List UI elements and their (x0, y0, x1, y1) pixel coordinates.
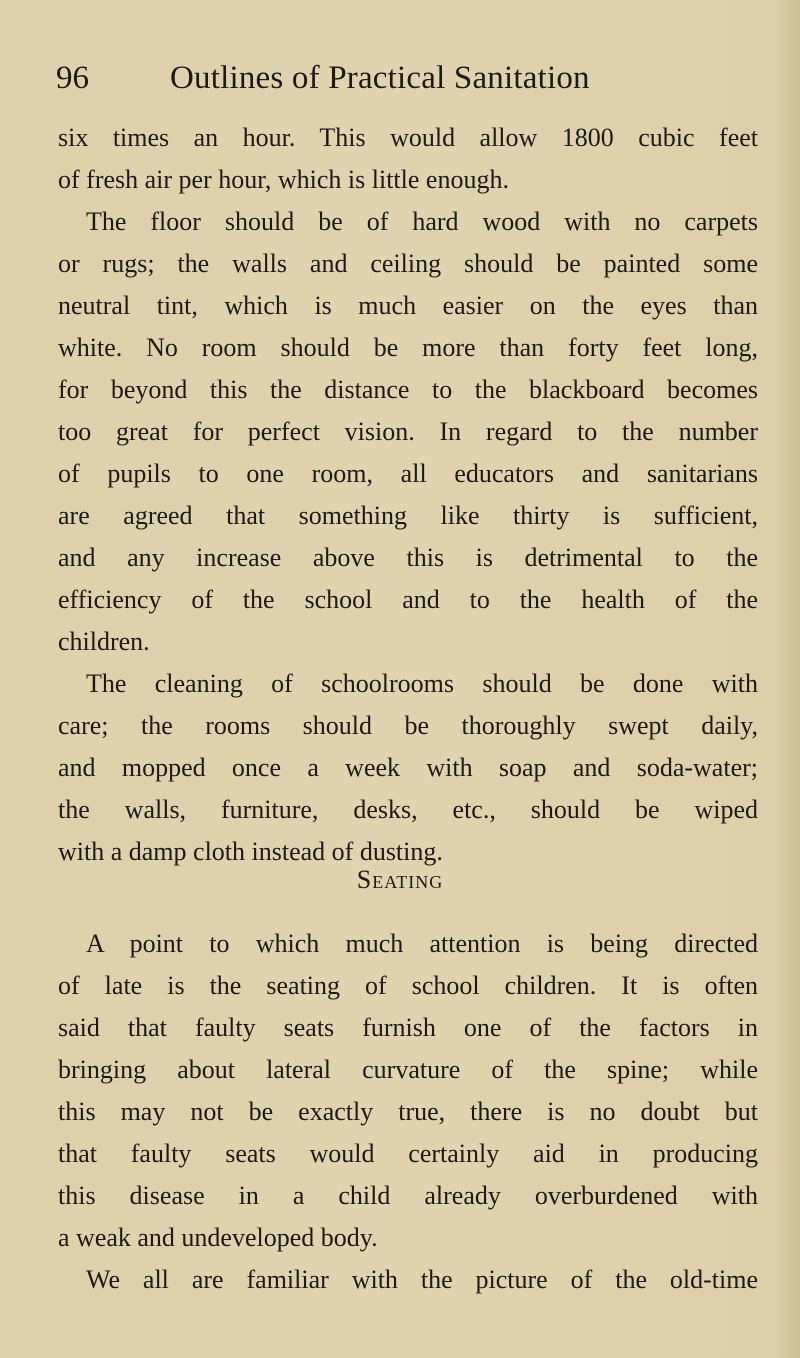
text-line: of fresh air per hour, which is little enough. (58, 165, 509, 194)
text-line: The cleaning of schoolrooms should be done with (86, 669, 758, 698)
text-line: with a damp cloth instead of dusting. (58, 837, 443, 866)
text-line: and any increase above this is detrimental to the (58, 543, 758, 572)
text-line: of late is the seating of school children. It is often (58, 971, 758, 1000)
running-head (56, 58, 756, 98)
text-line: too great for perfect vision. In regard to the number (58, 417, 758, 446)
text-line: or rugs; the walls and ceiling should be painted some (58, 249, 758, 278)
text-line: a weak and undeveloped body. (58, 1223, 378, 1252)
text-line: the walls, furniture, desks, etc., should be wiped (58, 795, 758, 824)
text-line: efficiency of the school and to the health of the (58, 585, 758, 614)
text-line: care; the rooms should be thoroughly swept daily, (58, 711, 758, 740)
running-title: Outlines of Practical Sanitation (170, 60, 590, 96)
text-line: bringing about lateral curvature of the spine; while (58, 1055, 758, 1084)
text-line: and mopped once a week with soap and soda-water; (58, 753, 758, 782)
page-number: 96 (56, 60, 89, 96)
text-line: this may not be exactly true, there is no doubt but (58, 1097, 758, 1126)
text-line: are agreed that something like thirty is sufficient, (58, 501, 758, 530)
text-line: of pupils to one room, all educators and sanitarians (58, 459, 758, 488)
text-line: neutral tint, which is much easier on the eyes than (58, 291, 758, 320)
text-line: We all are familiar with the picture of the old-time (86, 1265, 758, 1294)
text-line: white. No room should be more than forty feet long, (58, 333, 758, 362)
text-line: for beyond this the distance to the blackboard becomes (58, 375, 758, 404)
text-line: said that faulty seats furnish one of the factors in (58, 1013, 758, 1042)
text-line: children. (58, 627, 150, 656)
text-line: six times an hour. This would allow 1800 cubic feet (58, 123, 758, 152)
text-line: A point to which much attention is being directed (86, 929, 758, 958)
text-line: The floor should be of hard wood with no carpets (86, 207, 758, 236)
section-heading: Seating (356, 865, 444, 894)
text-line: that faulty seats would certainly aid in producing (58, 1139, 758, 1168)
text-line: this disease in a child already overburdened with (58, 1181, 758, 1210)
